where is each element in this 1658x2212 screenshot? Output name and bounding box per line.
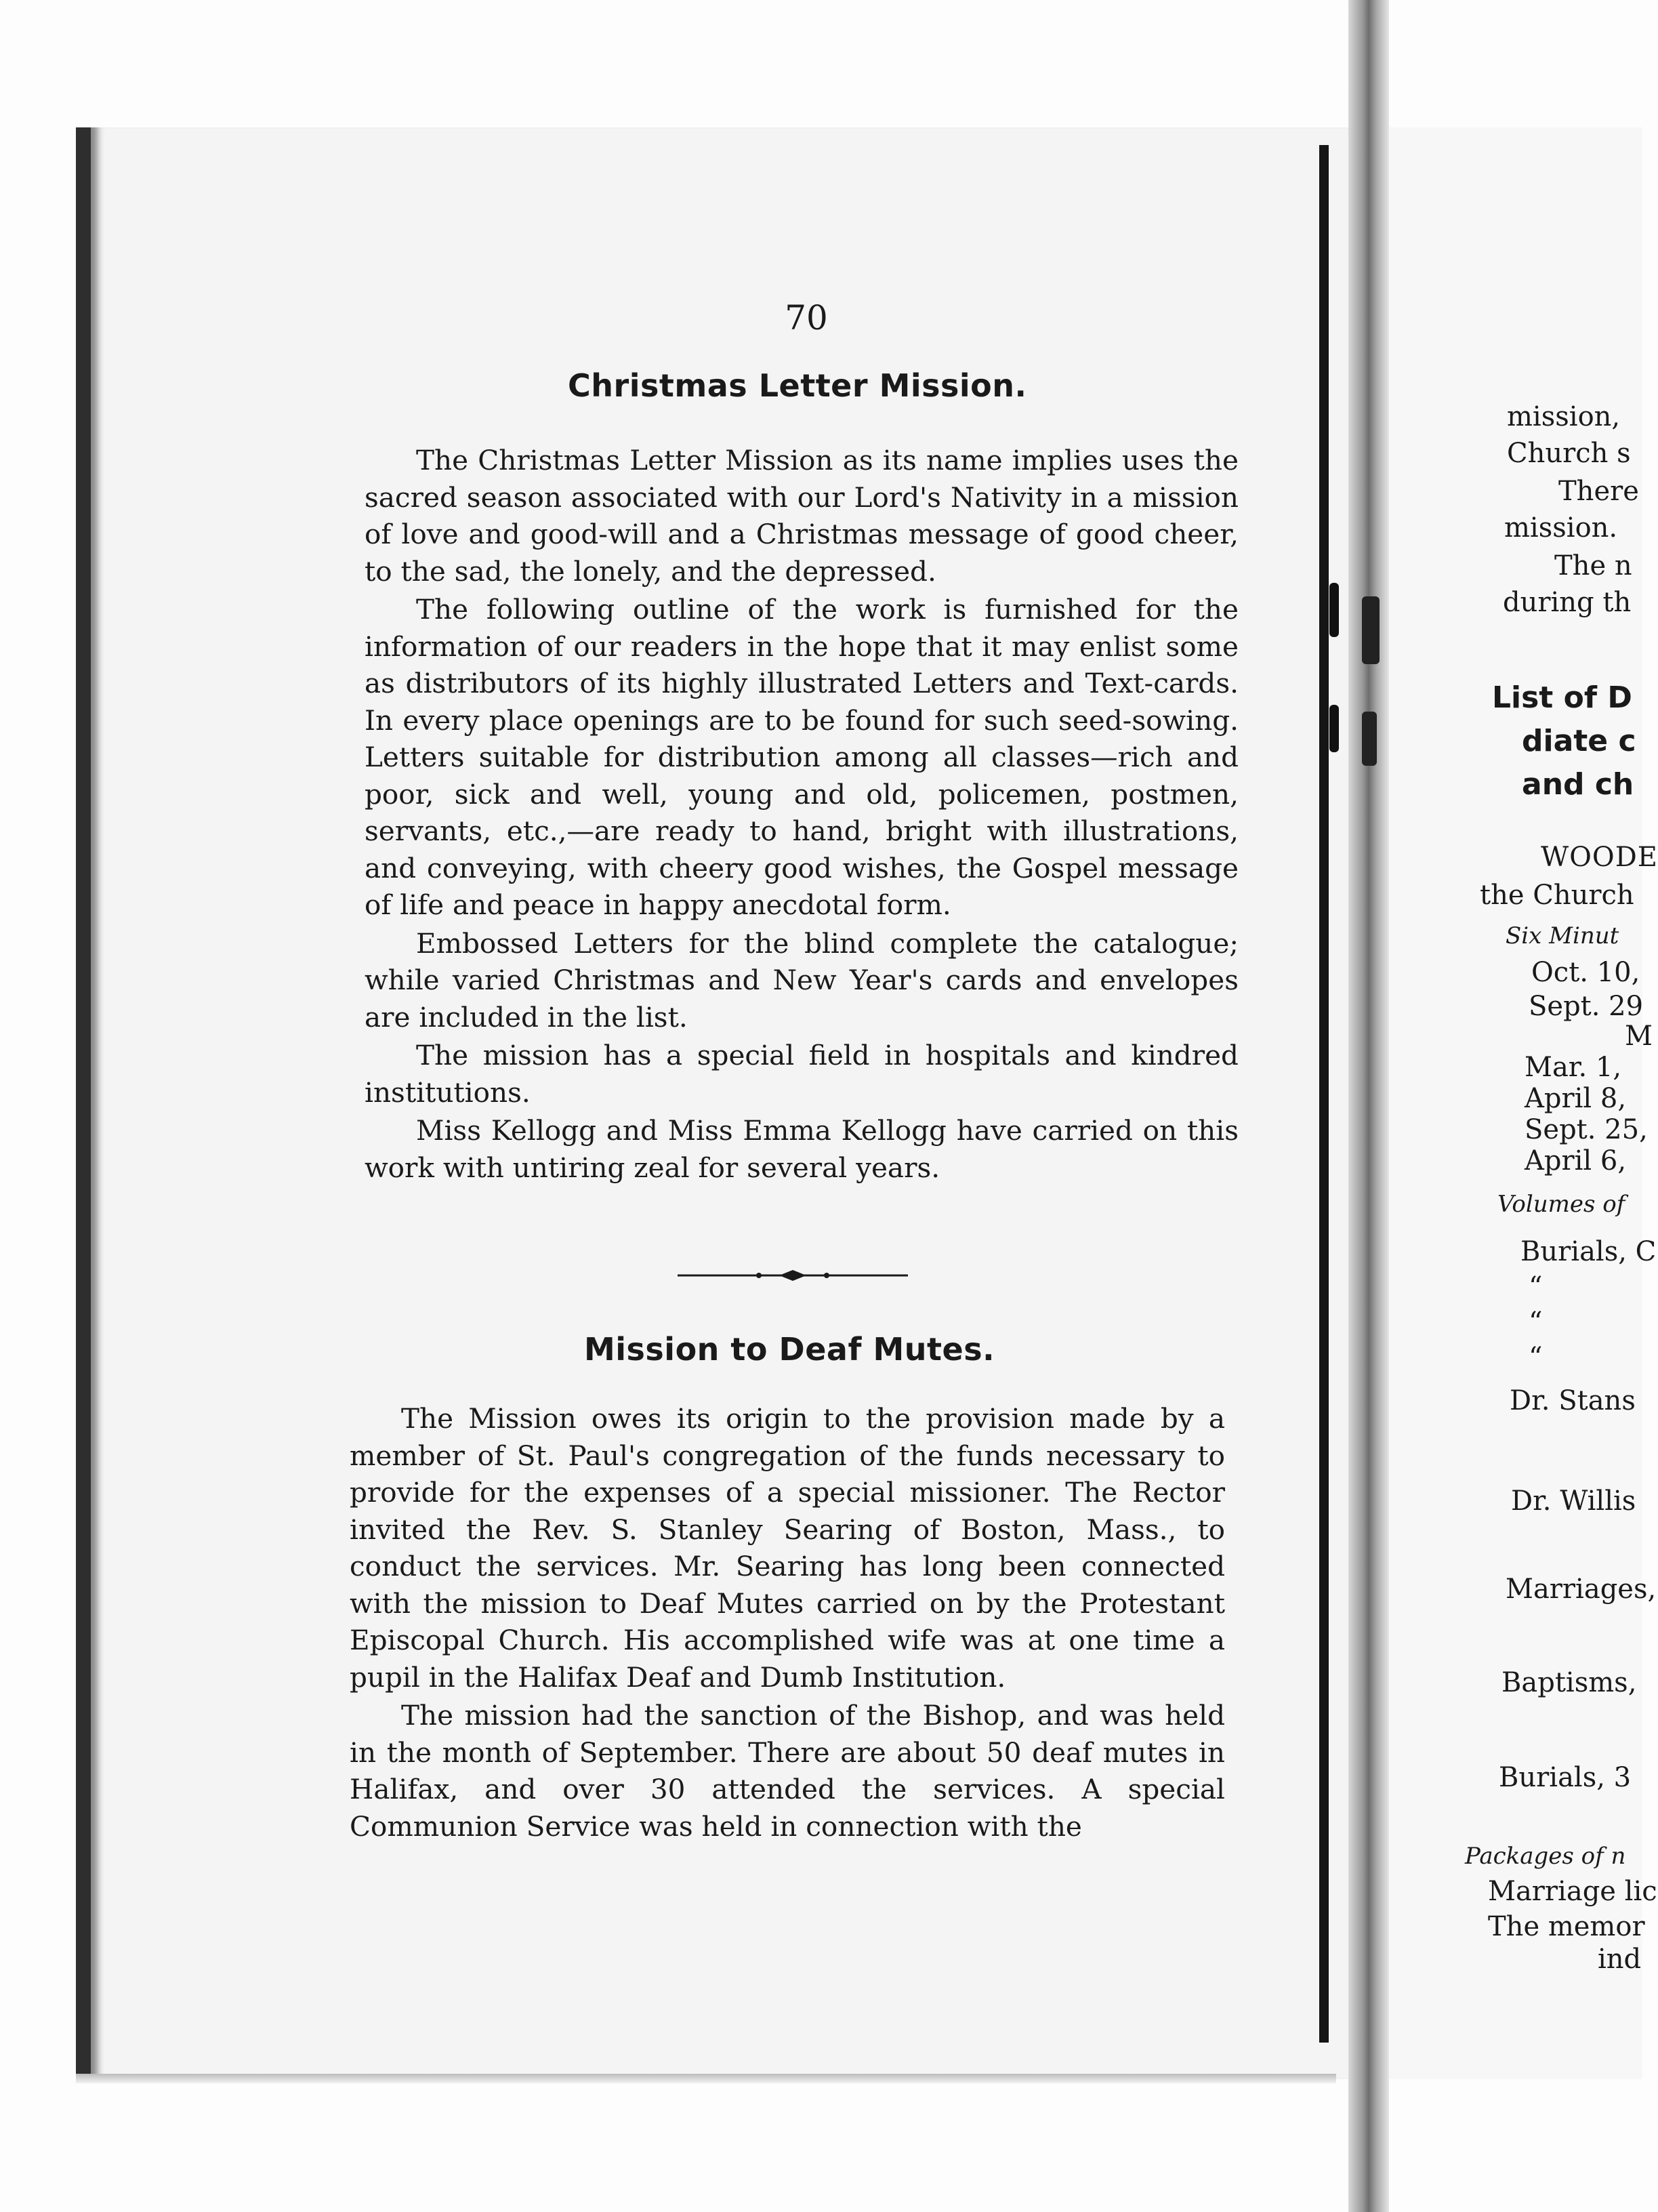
right-page-line: Volumes of — [1497, 1191, 1625, 1218]
right-page-line: the Church — [1480, 880, 1634, 911]
right-page-line: The n — [1554, 550, 1632, 581]
paragraph: The following outline of the work is furnished for the information of our readers in the hope that it may enlist some as distributors of its highly illustrated Letters and Text-cards. In every place openings are to be found for such seed-sowing. Letters suitable for distribution among all classes—rich and poor, sick and well, young and old, policemen, postmen, servants, etc.,—are ready to hand, bright with illustrations, and conveying, with cheery good wishes, the Gospel message of life and peace in happy anecdotal form. — [365, 593, 1239, 921]
binding-mark — [1362, 712, 1377, 766]
paragraph: The Christmas Letter Mission as its name implies uses the sacred season associated with our Lord's Nativity in a mission of love and good-will and a Christmas message of good cheer, to the sad, the lonely, and the depressed. — [365, 444, 1239, 588]
right-page-line: Oct. 10, — [1531, 957, 1640, 988]
right-page-line: There — [1558, 476, 1639, 507]
paragraph: Miss Kellogg and Miss Emma Kellogg have carried on this work with untiring zeal for several years. — [365, 1114, 1239, 1184]
page-edge — [76, 2074, 1336, 2083]
section-title: Mission to Deaf Mutes. — [584, 1331, 995, 1368]
right-page-line: Church s — [1507, 438, 1631, 469]
right-page-line: Sept. 25, — [1525, 1114, 1648, 1145]
right-page-line: during th — [1503, 587, 1632, 618]
right-page-heading: and ch — [1522, 767, 1634, 802]
right-page-line: “ — [1529, 1307, 1543, 1338]
right-page-line: M — [1625, 1021, 1653, 1052]
spine-shadow — [1319, 145, 1329, 2043]
page-number: 70 — [785, 298, 828, 337]
right-page-line: The memor — [1488, 1911, 1645, 1942]
right-page-line: Marriage lic — [1488, 1876, 1657, 1907]
right-page-line: Packages of n — [1465, 1843, 1626, 1870]
right-page — [1389, 127, 1658, 2079]
right-page-line: Six Minut — [1506, 922, 1619, 949]
scan-background — [0, 0, 1642, 122]
binding-mark — [1329, 583, 1339, 637]
binding-mark — [1329, 705, 1339, 752]
right-page-line: “ — [1529, 1342, 1543, 1373]
right-page-line: mission. — [1504, 512, 1618, 544]
right-page-line: Dr. Stans — [1510, 1385, 1636, 1416]
right-page-line: Sept. 29 — [1529, 991, 1644, 1022]
section-body — [350, 1400, 1225, 1845]
section-title: Christmas Letter Mission. — [568, 367, 1027, 404]
binding-mark — [1362, 596, 1380, 664]
right-page-line: Burials, 3 — [1499, 1762, 1632, 1793]
right-page-line: Marriages, — [1506, 1574, 1657, 1605]
right-page-line: Mar. 1, — [1525, 1052, 1622, 1083]
right-page-line: ind — [1598, 1944, 1642, 1975]
paragraph: The Mission owes its origin to the provision made by a member of St. Paul's congregation of the funds necessary to provide for the expenses of a special missioner. The Rector invited the Rev. S. Stanley Searing of Boston, Mass., to conduct the services. Mr. Searing has long been connected with the mission to Deaf Mutes carried on by the Protestant Episcopal Church. His accomplished wife was at one time a pupil in the Halifax Deaf and Dumb Institution. — [350, 1402, 1225, 1694]
right-page-line: WOODE — [1541, 842, 1658, 873]
paragraph: Embossed Letters for the blind complete the catalogue; while varied Christmas and New Year's cards and envelopes are included in the list. — [365, 926, 1239, 1033]
right-page-line: April 6, — [1525, 1145, 1627, 1176]
section-body — [365, 442, 1239, 1186]
right-page-line: Dr. Willis — [1511, 1486, 1636, 1517]
paragraph: The mission has a special field in hospitals and kindred institutions. — [365, 1039, 1239, 1109]
right-page-line: April 8, — [1525, 1083, 1627, 1114]
book-gutter — [1348, 0, 1389, 2212]
right-page-line: mission, — [1507, 401, 1621, 432]
ornament-divider — [678, 1267, 908, 1284]
right-page-line: “ — [1529, 1271, 1543, 1303]
right-page-heading: List of D — [1492, 680, 1632, 715]
right-page-line: Baptisms, — [1501, 1667, 1637, 1698]
right-page-line: Burials, C — [1520, 1236, 1657, 1267]
right-page-heading: diate c — [1522, 724, 1636, 758]
paragraph: The mission had the sanction of the Bishop, and was held in the month of September. There are about 50 deaf mutes in Halifax, and over 30 attended the services. A special Communion Service was held in connection with the — [350, 1699, 1225, 1843]
